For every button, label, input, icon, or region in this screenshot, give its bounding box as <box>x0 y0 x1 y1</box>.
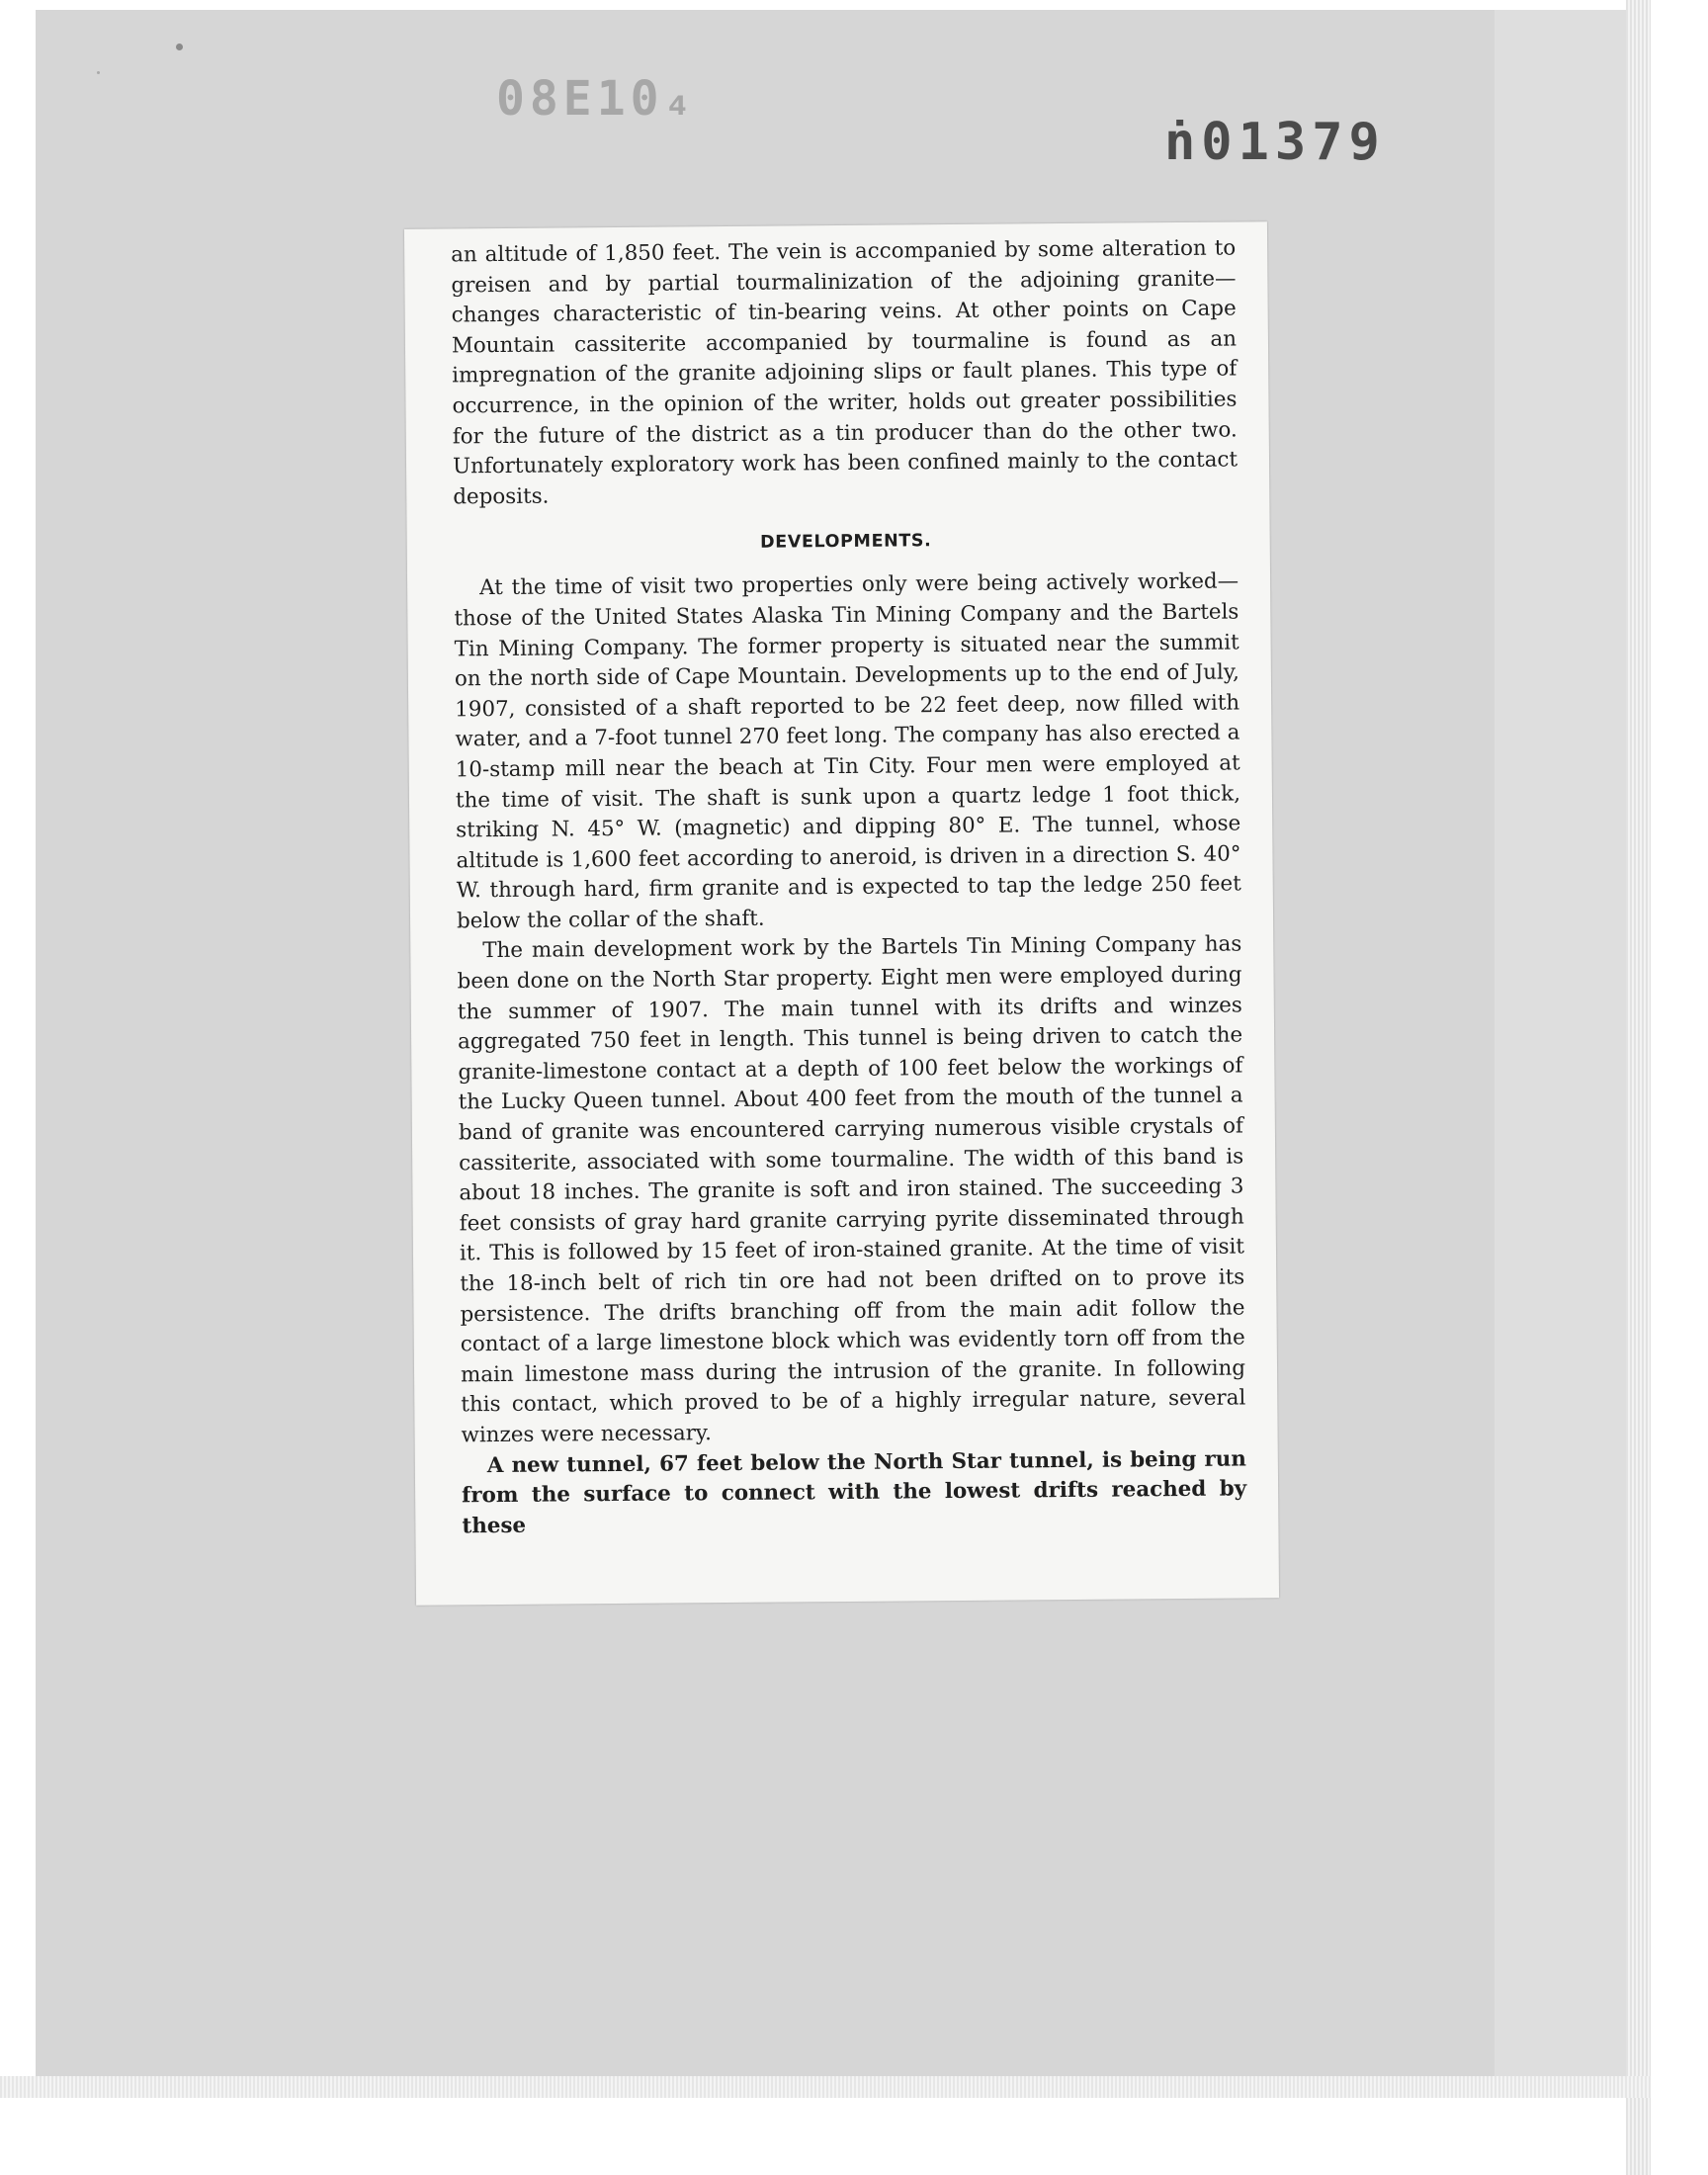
paper-clipping <box>404 221 1279 1606</box>
clipping-text <box>451 233 1246 1541</box>
dust-speck <box>176 44 183 50</box>
scan-edge-bottom <box>0 2076 1651 2098</box>
scan-edge-right <box>1626 0 1651 2175</box>
page-number-stamp: ṅ01379 <box>1164 113 1386 172</box>
dust-speck <box>97 71 100 74</box>
scan-right-band <box>1494 10 1626 2094</box>
paragraph: At the time of visit two properties only were being actively worked—those of the United States Alaska Tin Mining Company and the Bartels Tin Mining Company. The former property is situated near the summit on the north side of Cape Mountain. Developments up to the end of July, 1907, consisted of a shaft reported to be 22 feet deep, now filled with water, and a 7-foot tunnel 270 feet long. The company has also erected a 10-stamp mill near the beach at Tin City. Four men were employed at the time of visit. The shaft is sunk upon a quartz ledge 1 foot thick, striking N. 45° W. (magnetic) and dipping 80° E. The tunnel, whose altitude is 1,600 feet according to aneroid, is driven in a direction S. 40° W. through hard, firm granite and is expected to tap the ledge 250 feet below the collar of the shaft. <box>454 568 1241 934</box>
paragraph: The main development work by the Bartels Tin Mining Company has been done on the North Star property. Eight men were employed during the summer of 1907. The main tunnel with its drifts and winzes aggregated 750 feet in length. This tunnel is being driven to catch the granite-limestone contact at a depth of 100 feet below the workings of the Lucky Queen tunnel. About 400 feet from the mouth of the tunnel a band of granite was encountered carrying numerous visible crystals of cassiterite, associated with some tourmaline. The width of this band is about 18 inches. The granite is soft and iron stained. The succeeding 3 feet consists of gray hard granite carrying pyrite disseminated through it. This is followed by 15 feet of iron-stained granite. At the time of visit the 18-inch belt of rich tin ore had not been drifted on to prove its persistence. The drifts branching off from the main adit follow the contact of a large limestone block which was evidently torn off from the main limestone mass during the intrusion of the granite. In following this contact, which proved to be of a highly irregular nature, several winzes were necessary. <box>457 931 1246 1448</box>
paragraph: an altitude of 1,850 feet. The vein is accompanied by some alteration to greisen and by partial tourmalinization of the adjoining granite—changes characteristic of tin-bearing veins. At other points on Cape Mountain cassiterite accompanied by tourmaline is found as an impregnation of the granite adjoining slips or fault planes. This type of occurrence, in the opinion of the writer, holds out greater possibilities for the future of the district as a tin producer than do the other two. Unfortunately exploratory work has been confined mainly to the contact deposits. <box>451 235 1238 510</box>
section-heading: DEVELOPMENTS. <box>760 531 932 554</box>
paragraph: A new tunnel, 67 feet below the North Star tunnel, is being run from the surface to connect with the lowest drifts reached by these <box>462 1446 1247 1539</box>
faded-page-stamp: 08E10₄ <box>496 71 698 127</box>
